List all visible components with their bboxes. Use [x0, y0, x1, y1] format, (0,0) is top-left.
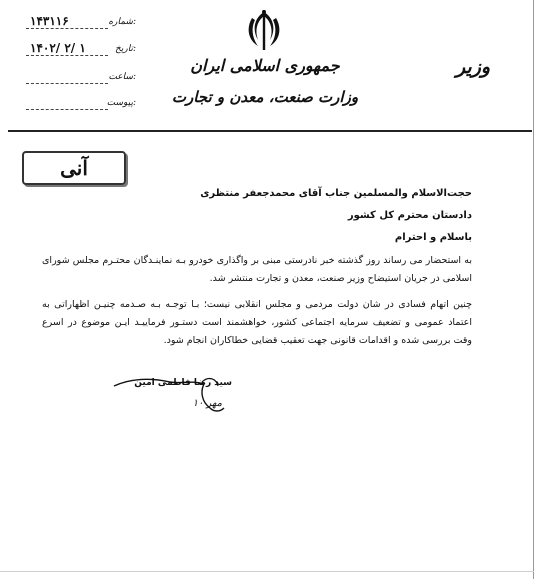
header-divider — [8, 130, 532, 132]
date-field — [26, 41, 136, 58]
attachment-dotted-line — [26, 109, 108, 110]
greeting: باسلام و احترام — [394, 232, 472, 243]
minister-title: وزیر — [455, 56, 491, 78]
urgent-stamp-text: آنی — [60, 156, 88, 180]
urgent-stamp — [22, 151, 126, 185]
body-paragraph-1: به استحضار می رساند روز گذشته خبر نادرستی مبنی بر واگذاری خودرو بـه نماینـدگان محتـرم مجلس شورای اسلامی در جریان استیضاح وزیر صنعت، معدن و تجارت منتشر شد. — [42, 255, 472, 284]
time-label: ساعت: — [108, 72, 136, 82]
signature-block — [112, 372, 232, 422]
iran-emblem-icon — [246, 8, 282, 52]
republic-title: جمهوری اسلامی ایران — [190, 56, 340, 75]
letter-date: ۱۴۰۲/ ۲/ ۱ — [30, 41, 86, 55]
attachment-label: پیوست: — [106, 98, 136, 108]
date-label: تاریخ: — [115, 44, 136, 54]
time-field — [26, 72, 136, 86]
time-dotted-line — [26, 83, 108, 84]
number-dotted-line — [26, 28, 108, 29]
letter-number: ۱۴۳۱۱۶ — [30, 14, 69, 28]
body-paragraph-2: چنین اتهام فسادی در شان دولت مردمی و مجلس انقلابی نیست؛ بـا توجـه بـه صـدمه چنیـن اظهاراتی به اعتماد عمومی و تضعیف سرمایه اجتماعی کشور، خواهشمند است دستـور فرماییـد ایـن موضوع در اسرع وقت بررسی شده و اقدامات قانونی جهت تعقیب قضایی خطاکاران انجام شود. — [42, 299, 472, 346]
attachment-field — [26, 98, 136, 112]
page-border-right — [533, 0, 534, 579]
number-label: شماره: — [108, 17, 136, 27]
page-border-bottom — [0, 571, 534, 572]
signature-mark: مهر ۱۰ — [192, 398, 222, 409]
addressee-title: دادستان محترم کل کشور — [347, 210, 472, 221]
date-dotted-line — [26, 55, 108, 56]
addressee-name: حجت‌الاسلام والمسلمین جناب آقای محمدجعفر منتظری — [200, 188, 472, 199]
ministry-title: وزارت صنعت، معدن و تجارت — [171, 88, 359, 106]
signatory-name: سید رضا فاطمی امین — [134, 378, 232, 388]
number-field — [26, 14, 136, 31]
